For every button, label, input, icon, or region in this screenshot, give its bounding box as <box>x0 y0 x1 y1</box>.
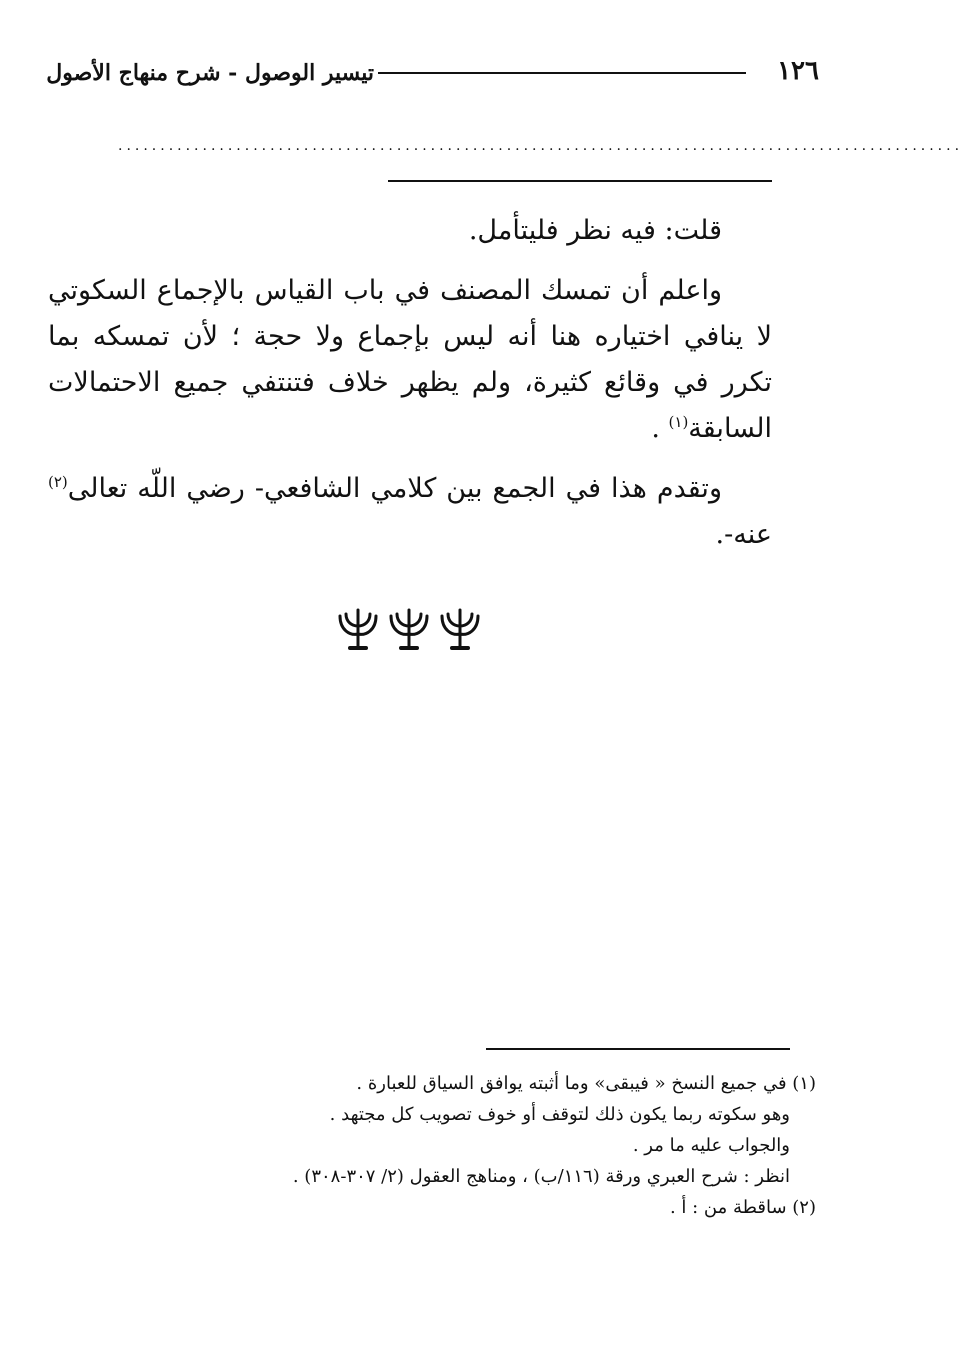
footnote-ref-1: (١) <box>668 413 689 431</box>
paragraph-2-end: . <box>651 413 669 444</box>
footnote-1-line-1: (١) في جميع النسخ « فيبقى» وما أثبته يوافق السياق للعبارة . <box>356 1073 816 1094</box>
paragraph-2-text: واعلم أن تمسك المصنف في باب القياس بالإجماع السكوتي لا ينافي اختياره هنا أنه ليس بإجماع ولا حجة ؛ لأن تمسكه بما تكرر في وقائع كثيرة، ولم يظهر خلاف فتنتفي جميع الاحتمالات السابقة <box>48 275 772 444</box>
section-rule <box>388 180 772 182</box>
paragraph-2 <box>48 268 772 452</box>
paragraph-3 <box>48 466 772 558</box>
footnote-1-line-3: والجواب عليه ما مر . <box>632 1135 790 1156</box>
ornament-flourish-icon <box>340 610 478 648</box>
main-text <box>48 208 772 572</box>
footnote-2: (٢) ساقطة من : أ . <box>669 1197 816 1218</box>
paragraph-3-end: عنه-. <box>715 519 772 550</box>
footnote-rule <box>486 1048 790 1050</box>
paragraph-1: قلت: فيه نظر فليتأمل. <box>468 215 722 246</box>
footnote-ref-2: (٢) <box>48 473 68 491</box>
dotted-separator: .................................................................................................... <box>118 138 963 154</box>
header-rule <box>378 72 746 74</box>
footnote-1-line-4: انظر : شرح العبري ورقة (١١٦/ب) ، ومناهج العقول (٢/ ٣٠٧-٣٠٨) . <box>292 1166 790 1187</box>
decorative-ornament <box>336 606 482 654</box>
page-number: ١٢٦ <box>777 56 819 86</box>
running-title: تيسير الوصول - شرح منهاج الأصول <box>46 60 374 86</box>
paragraph-3-text: وتقدم هذا في الجمع بين كلامي الشافعي- رضي اللّه تعالى <box>67 473 722 504</box>
footnotes <box>160 1068 816 1223</box>
footnote-1-line-2: وهو سكوته ربما يكون ذلك لتوقف أو خوف تصويب كل مجتهد . <box>329 1104 790 1125</box>
